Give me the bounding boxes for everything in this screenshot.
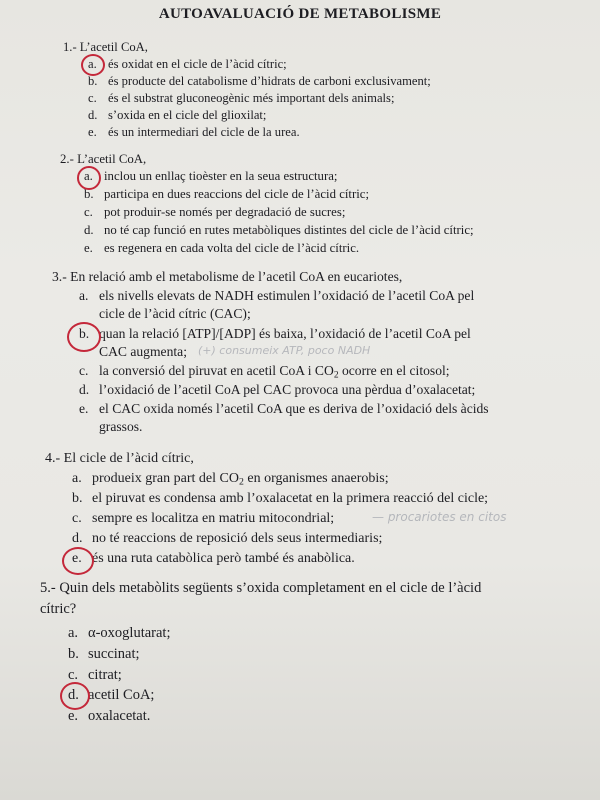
option-text: és una ruta catabòlica però també és anabòlica. — [92, 551, 355, 566]
handwritten-note: (+) consumeix ATP, poco NADH — [198, 344, 371, 357]
option-text: és el substrat gluconeogènic més important dels animals; — [108, 91, 395, 105]
option-letter: a. — [68, 625, 79, 641]
question-number: 2.- — [60, 152, 74, 166]
option-letter: b. — [79, 326, 90, 341]
option-text: els nivells elevats de NADH estimulen l’oxidació de l’acetil CoA pel — [99, 288, 475, 303]
option-text: inclou un enllaç tioèster en la seua estructura; — [104, 169, 338, 183]
option-letter: a. — [72, 471, 82, 486]
option-letter: a. — [79, 288, 89, 303]
option-letter: c. — [88, 91, 97, 105]
question-text: L’acetil CoA, — [79, 40, 148, 54]
option-letter: c. — [68, 667, 79, 683]
question-text: L’acetil CoA, — [77, 152, 147, 166]
option-letter: a. — [88, 57, 97, 71]
question-3-stem — [52, 269, 402, 285]
option-text: s’oxida en el cicle del glioxilat; — [108, 108, 267, 122]
handwritten-note: — procariotes en citos — [372, 510, 507, 524]
option-letter: b. — [68, 646, 79, 662]
question-5-stem — [40, 580, 481, 597]
option-letter: b. — [72, 491, 83, 506]
question-number: 1.- — [63, 40, 77, 54]
option-text: citrat; — [88, 667, 122, 683]
option-letter: d. — [88, 108, 98, 122]
option-letter: c. — [72, 511, 82, 526]
option-text: el piruvat es condensa amb l’oxalacetat en la primera reacció del cicle; — [92, 491, 489, 506]
option-letter: a. — [84, 169, 93, 183]
question-number: 3.- — [52, 269, 67, 284]
option-letter: e. — [88, 125, 97, 139]
option-text: la conversió del piruvat en acetil CoA i $CO_2$ ocorre en el citosol; — [99, 363, 450, 381]
option-text: α-oxoglutarat; — [88, 625, 171, 641]
option-letter: e. — [68, 708, 79, 724]
option-text: succinat; — [88, 646, 140, 662]
question-text: Quin dels metabòlits següents s’oxida completament en el cicle de l’àcid — [59, 580, 482, 596]
question-number: 4.- — [45, 451, 61, 466]
option-letter: d. — [68, 687, 79, 703]
option-text: es regenera en cada volta del cicle de l’àcid cítric. — [104, 241, 360, 255]
option-text: quan la relació [ATP]/[ADP] és baixa, l’oxidació de l’acetil CoA pel — [99, 326, 471, 341]
option-text: pot produir-se només per degradació de sucres; — [104, 205, 346, 219]
option-letter: c. — [79, 363, 89, 378]
option-text: no té reaccions de reposició dels seus intermediaris; — [92, 531, 383, 546]
option-letter: d. — [79, 382, 90, 397]
option-letter: e. — [79, 401, 89, 416]
option-text: és producte del catabolisme d’hidrats de carboni exclusivament; — [108, 74, 431, 88]
option-text: el CAC oxida només l’acetil CoA que es deriva de l’oxidació dels àcids — [99, 401, 489, 416]
option-text: acetil CoA; — [88, 687, 155, 703]
question-4-stem — [45, 451, 194, 467]
question-text: En relació amb el metabolisme de l’acetil CoA en eucariotes, — [70, 269, 403, 284]
option-letter: d. — [72, 531, 83, 546]
option-text: és oxidat en el cicle de l’àcid cítric; — [108, 57, 287, 71]
question-text: El cicle de l’àcid cítric, — [63, 451, 194, 466]
page-title: AUTOAVALUACIÓ DE METABOLISME — [158, 6, 442, 22]
question-number: 5.- — [40, 580, 56, 596]
option-3a-continuation: cicle de l’àcid cítric (CAC); — [99, 306, 251, 321]
option-text: és un intermediari del cicle de la urea. — [108, 125, 300, 139]
option-letter: c. — [84, 205, 93, 219]
option-letter: e. — [84, 241, 93, 255]
option-3b-continuation: CAC augmenta; — [99, 344, 187, 359]
option-text: no té cap funció en rutes metabòliques distintes del cicle de l’àcid cítric; — [104, 223, 474, 237]
option-text: participa en dues reaccions del cicle de l’àcid cítric; — [104, 187, 370, 201]
option-text: l’oxidació de l’acetil CoA pel CAC provoca una pèrdua d’oxalacetat; — [99, 382, 476, 397]
option-letter: e. — [72, 551, 82, 566]
question-5-stem-continuation: cítric? — [40, 601, 77, 617]
option-3e-continuation: grassos. — [99, 419, 143, 434]
option-text: sempre es localitza en matriu mitocondrial; — [92, 511, 335, 526]
option-letter: b. — [84, 187, 94, 201]
option-letter: b. — [88, 74, 98, 88]
question-2-stem — [60, 152, 146, 167]
option-text: produeix gran part del $CO_2$ en organismes anaerobis; — [92, 471, 389, 488]
question-1-stem — [63, 40, 148, 55]
option-letter: d. — [84, 223, 94, 237]
option-text: oxalacetat. — [88, 708, 151, 724]
